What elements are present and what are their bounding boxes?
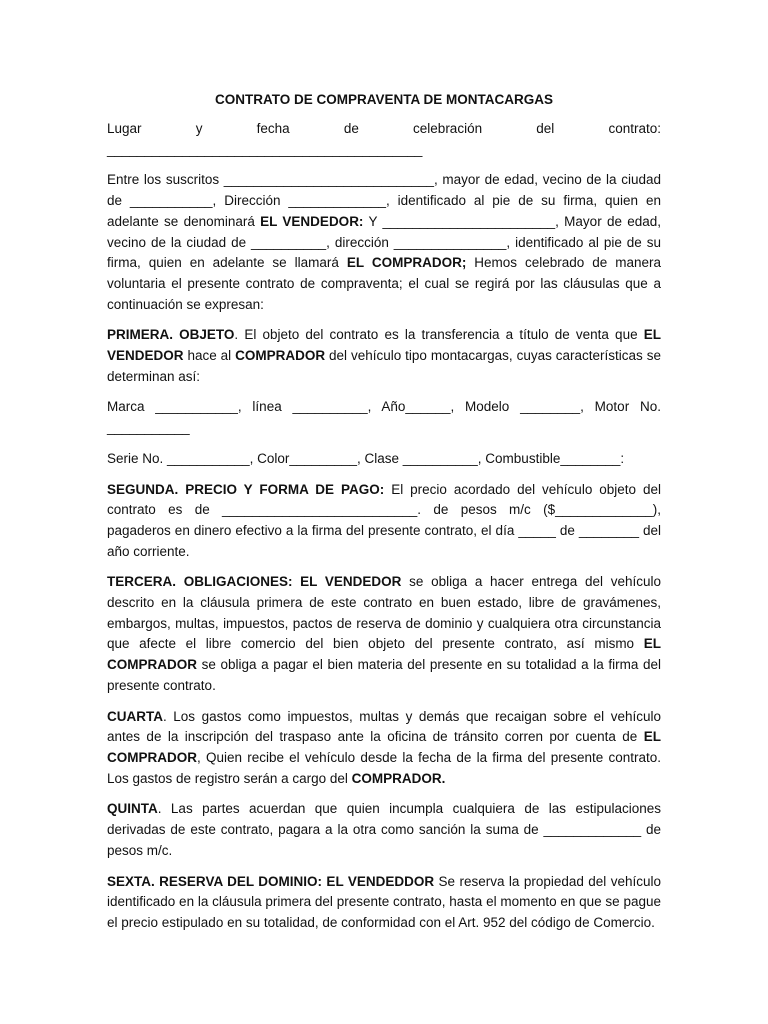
intro-text-segment: Entre los suscritos ____________________________, mayor de edad, vecino de la ciudad de ___________, Dirección _____________, identificado al pie de su firma, quien en adelante se denominará <box>107 172 661 229</box>
primera-text-segment: EL VENDEDOR <box>107 327 661 364</box>
clause-quinta <box>107 799 661 861</box>
cuarta-text-segment: EL COMPRADOR <box>107 729 661 765</box>
intro-text-segment: EL VENDEDOR: <box>260 213 364 229</box>
intro-text-segment: Y _______________________, Mayor de edad, vecino de la ciudad de __________, dirección _______________, identificado al pie de su firma, quien en adelante se llamará <box>107 213 662 271</box>
clause-segunda <box>107 480 661 563</box>
clause-sexta <box>107 872 661 934</box>
primera-text-segment: del vehículo tipo montacargas, cuyas características se determinan así: <box>107 348 661 384</box>
segunda-text-segment: SEGUNDA. PRECIO Y FORMA DE PAGO: <box>107 481 385 497</box>
document-title: CONTRATO DE COMPRAVENTA DE MONTACARGAS <box>215 92 553 107</box>
cuarta-text-segment: . Los gastos como impuestos, multas y demás que recaigan sobre el vehículo antes de la inscripción del traspaso ante la oficina de tránsito corren por cuenta de <box>107 708 661 745</box>
tercera-text-segment: TERCERA. OBLIGACIONES: EL VENDEDOR <box>107 574 402 590</box>
clause-cuarta <box>107 707 661 790</box>
place-date-line: Lugar y fecha de celebración del contrato: __________________________________________ <box>107 121 661 157</box>
intro-text-segment: Hemos celebrado de manera voluntaria el presente contrato de compraventa; el cual se regirá por las cláusulas que a continuación se expresan: <box>107 255 661 312</box>
intro-paragraph <box>107 170 661 315</box>
cuarta-text-segment: COMPRADOR. <box>351 770 446 786</box>
sexta-text-segment: Se reserva la propiedad del vehículo identificado en la cláusula primera del presente contrato, hasta el momento en que se pague el precio estipulado en su totalidad, de conformidad con el Art. 952 del código de Comercio. <box>107 873 662 930</box>
clause-tercera <box>107 572 661 696</box>
tercera-text-segment: EL COMPRADOR <box>107 636 661 673</box>
quinta-text-segment: QUINTA <box>107 801 158 817</box>
intro-text-segment: EL COMPRADOR; <box>346 255 467 271</box>
cuarta-text-segment: CUARTA <box>107 708 163 724</box>
vehicle-fields-line-2: Serie No. ___________, Color_________, Clase __________, Combustible________: <box>107 450 625 466</box>
primera-text-segment: . El objeto del contrato es la transferencia a título de venta que <box>234 327 644 343</box>
sexta-text-segment: SEXTA. RESERVA DEL DOMINIO: EL VENDEDDOR <box>107 873 435 889</box>
clause-primera <box>107 325 661 387</box>
tercera-text-segment: se obliga a hacer entrega del vehículo descrito en la cláusula primera de este contrato en buen estado, libre de gravámenes, embargos, multas, impuestos, pactos de reserva de dominio y cualquiera otra circunstancia que afecte el libre comercio del bien objeto del presente contrato, así mismo <box>107 574 662 652</box>
primera-text-segment: PRIMERA. OBJETO <box>107 327 235 343</box>
segunda-text-segment: El precio acordado del vehículo objeto del contrato es de __________________________. de pesos m/c ($_____________), pagaderos en dinero efectivo a la firma del presente contrato, el día _____ de ________ del año corriente. <box>107 481 662 559</box>
cuarta-text-segment: , Quien recibe el vehículo desde la fecha de la firma del presente contrato. Los gastos de registro serán a cargo del <box>107 749 661 786</box>
primera-text-segment: hace al <box>183 348 236 364</box>
primera-text-segment: COMPRADOR <box>235 348 326 364</box>
tercera-text-segment: se obliga a pagar el bien materia del presente en su totalidad a la firma del presente contrato. <box>107 657 661 693</box>
vehicle-fields-line-1: Marca ___________, línea __________, Año______, Modelo ________, Motor No. ___________ <box>107 399 661 436</box>
quinta-text-segment: . Las partes acuerdan que quien incumpla cualquiera de las estipulaciones derivadas de este contrato, pagara a la otra como sanción la suma de _____________ de pesos m/c. <box>107 801 661 858</box>
